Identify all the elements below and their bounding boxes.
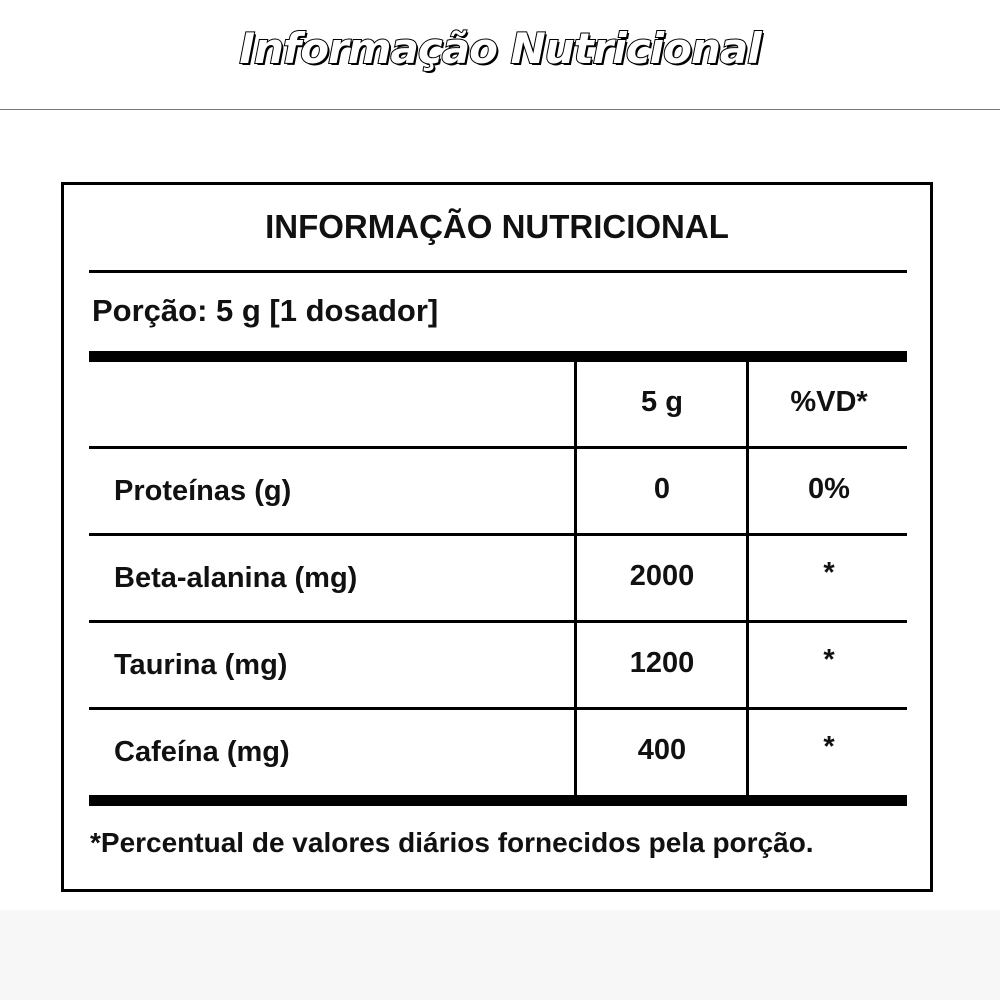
portion-size: Porção: 5 g [1 dosador] [92,293,439,328]
row-name-proteinas: Proteínas (g) [114,475,292,507]
footnote: *Percentual de valores diários fornecidos pela porção. [90,827,814,858]
footer-band [0,910,1000,1000]
title-divider [89,270,907,273]
header-amount: 5 g [641,386,683,418]
row-name-cafeina: Cafeína (mg) [114,736,290,768]
row-vd-cafeina: * [823,731,835,763]
table-bottom-divider [89,795,907,806]
row-divider [89,620,907,623]
row-divider [89,707,907,710]
header-vd: %VD* [790,386,868,418]
label-title: INFORMAÇÃO NUTRICIONAL [265,208,729,245]
row-divider [89,533,907,536]
row-amount-taurina: 1200 [629,647,695,679]
banner-title: Informação Nutricional [239,24,761,73]
row-amount-beta-alanina: 2000 [629,560,695,592]
row-name-taurina: Taurina (mg) [114,649,288,681]
row-amount-proteinas: 0 [653,473,671,505]
nutrition-label [61,182,933,892]
row-vd-proteinas: 0% [808,473,850,505]
row-name-beta-alanina: Beta-alanina (mg) [114,562,358,594]
row-vd-beta-alanina: * [823,557,835,589]
row-amount-cafeina: 400 [637,734,687,766]
row-divider [89,446,907,449]
portion-divider [89,351,907,362]
banner-divider [0,109,1000,110]
row-vd-taurina: * [823,644,835,676]
column-divider-amount [574,362,577,796]
